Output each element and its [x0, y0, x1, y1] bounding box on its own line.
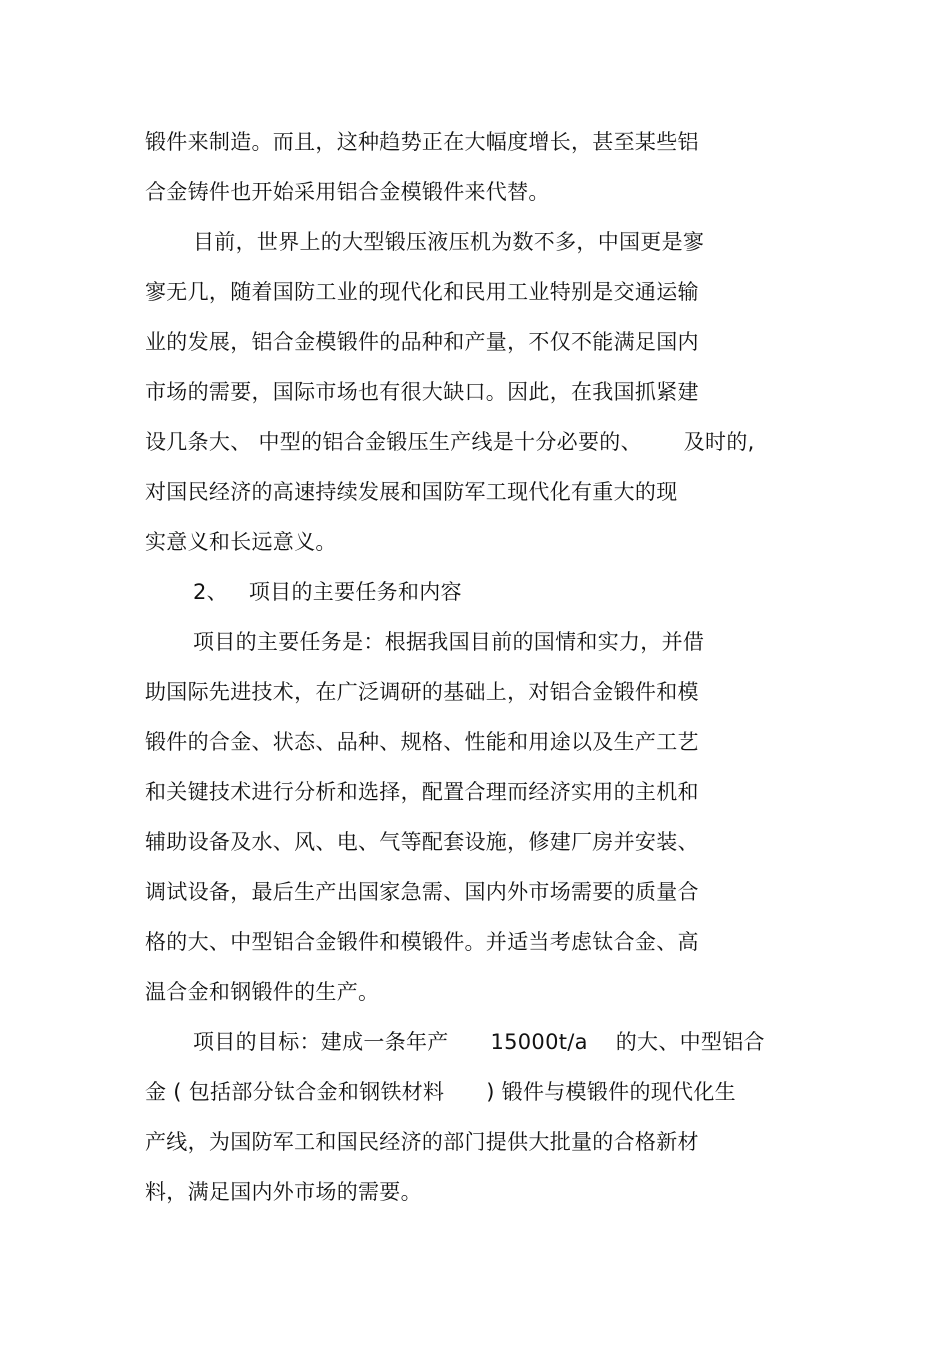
text-line: 锻件来制造。而且，这种趋势正在大幅度增长，甚至某些铝	[145, 130, 699, 154]
text-line: 设几条大、 中型的铝合金锻压生产线是十分必要的、 及时的,	[145, 430, 755, 454]
text-line: 锻件的合金、状态、品种、规格、性能和用途以及生产工艺	[145, 730, 699, 754]
text-line: 项目的主要任务是：根据我国目前的国情和实力，并借	[193, 630, 705, 654]
text-line: 助国际先进技术，在广泛调研的基础上，对铝合金锻件和模	[145, 680, 699, 704]
text-line: 市场的需要，国际市场也有很大缺口。因此，在我国抓紧建	[145, 380, 699, 404]
text-line: 产线，为国防军工和国民经济的部门提供大批量的合格新材	[145, 1130, 699, 1154]
section-heading: 2、 项目的主要任务和内容	[193, 580, 462, 604]
text-line: 合金铸件也开始采用铝合金模锻件来代替。	[145, 180, 550, 204]
text-line: 辅助设备及水、风、电、气等配套设施，修建厂房并安装、	[145, 830, 699, 854]
text-line: 实意义和长远意义。	[145, 530, 337, 554]
text-line: 和关键技术进行分析和选择，配置合理而经济实用的主机和	[145, 780, 699, 804]
text-line: 目前，世界上的大型锻压液压机为数不多，中国更是寥	[193, 230, 705, 254]
text-line: 金 ( 包括部分钛合金和钢铁材料 ) 锻件与模锻件的现代化生	[145, 1080, 736, 1104]
text-line: 对国民经济的高速持续发展和国防军工现代化有重大的现	[145, 480, 678, 504]
text-line: 项目的目标：建成一条年产 15000t/a 的大、中型铝合	[193, 1030, 765, 1054]
text-line: 寥无几，随着国防工业的现代化和民用工业特别是交通运输	[145, 280, 699, 304]
text-line: 调试设备，最后生产出国家急需、国内外市场需要的质量合	[145, 880, 699, 904]
text-line: 温合金和钢锻件的生产。	[145, 980, 380, 1004]
text-line: 业的发展，铝合金模锻件的品种和产量，不仅不能满足国内	[145, 330, 699, 354]
text-line: 格的大、中型铝合金锻件和模锻件。并适当考虑钛合金、高	[145, 930, 699, 954]
text-line: 料，满足国内外市场的需要。	[145, 1180, 422, 1204]
